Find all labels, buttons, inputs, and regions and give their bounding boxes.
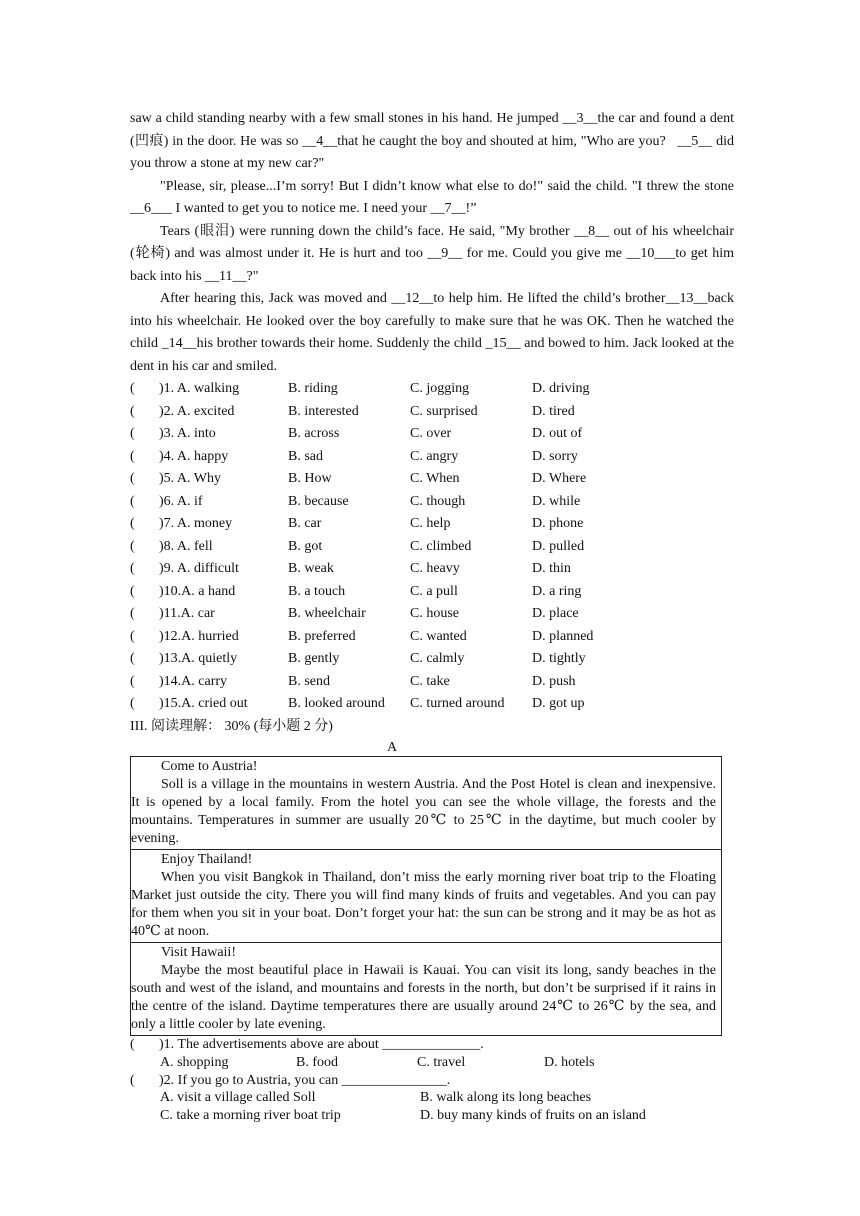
choice-row — [130, 603, 734, 626]
cloze-passage — [130, 108, 734, 378]
option-c: C. take — [410, 673, 450, 689]
choice-row — [130, 401, 734, 424]
option-b: B. sad — [288, 448, 323, 464]
option-c: C. turned around — [410, 696, 505, 711]
option-d: D. while — [532, 493, 581, 509]
answer-paren: ( — [130, 606, 135, 621]
answer-paren: ( — [130, 426, 135, 441]
choice-row — [130, 446, 734, 469]
answer-paren: ( — [130, 561, 135, 576]
option-d: D. out of — [532, 426, 583, 441]
answer-paren: ( — [130, 471, 135, 486]
option-d: D. hotels — [544, 1054, 595, 1070]
option-d: D. buy many kinds of fruits on an island — [420, 1108, 646, 1124]
part-label: A — [386, 740, 398, 755]
ad-text: Soll is a village in the mountains in western Austria. And the Post Hotel is clean and inexpensive. It is opened by a local family. From the hotel you can see the whole village, the forests and the mountains. Temperatures in summer are usually 20℃ to 25℃ in the daytime, but much cooler by evening. — [131, 777, 716, 846]
option-b: B. send — [288, 673, 330, 689]
ad-title: Come to Austria! — [161, 759, 258, 774]
option-d: D. phone — [532, 516, 584, 531]
answer-paren: ( — [130, 583, 135, 599]
choice-row — [130, 423, 734, 446]
option-c: C. travel — [417, 1054, 466, 1070]
option-a: )14.A. carry — [159, 673, 228, 689]
option-b: B. gently — [288, 651, 340, 666]
option-d: D. place — [532, 606, 579, 621]
exam-page — [130, 108, 734, 1125]
choice-row — [130, 581, 734, 604]
option-d: D. driving — [532, 381, 590, 396]
option-a: )10.A. a hand — [159, 583, 236, 599]
option-c: C. surprised — [410, 403, 478, 419]
choice-row — [130, 536, 734, 559]
option-b: B. across — [288, 426, 340, 441]
choice-row — [130, 626, 734, 649]
option-a: )13.A. quietly — [159, 651, 238, 666]
passage-paragraph: "Please, sir, please...I’m sorry! But I didn’t know what else to do!" said the child. "I threw the stone __6___ I wanted to get you to notice me. I need your __7__!” — [130, 178, 734, 216]
option-a: )8. A. fell — [159, 538, 213, 554]
option-c: C. angry — [410, 448, 459, 464]
answer-paren: ( — [130, 403, 135, 419]
question-stem: )1. The advertisements above are about ______________. — [159, 1037, 484, 1052]
cloze-choices — [130, 378, 734, 716]
option-c: C. though — [410, 493, 466, 509]
option-a: )1. A. walking — [159, 381, 240, 396]
option-a: )12.A. hurried — [159, 628, 239, 644]
ad-title: Enjoy Thailand! — [161, 852, 253, 867]
answer-paren: ( — [130, 538, 135, 554]
answer-paren: ( — [130, 628, 135, 644]
passage-paragraph: saw a child standing nearby with a few small stones in his hand. He jumped __3__the car and found a dent (凹痕) in the door. He was so __4__that he caught the boy and shouted at him, "Who are you? __5__ did you throw a stone at my new car?" — [130, 111, 734, 171]
option-a: )2. A. excited — [159, 403, 235, 419]
option-b: B. looked around — [288, 696, 385, 711]
option-d: D. thin — [532, 561, 571, 576]
option-c: C. When — [410, 471, 460, 486]
option-d: D. got up — [532, 696, 585, 711]
option-c: C. calmly — [410, 651, 465, 666]
option-b: B. interested — [288, 403, 359, 419]
choice-row — [130, 513, 734, 536]
answer-paren: ( — [130, 651, 135, 666]
section-heading: III. 阅读理解： 30% (每小题 2 分) — [130, 718, 333, 734]
ad-thailand — [131, 850, 721, 943]
answer-paren: ( — [130, 381, 135, 396]
reading-question-2 — [130, 1072, 734, 1125]
option-c: C. wanted — [410, 628, 467, 644]
option-a: )7. A. money — [159, 516, 233, 531]
ad-hawaii — [131, 943, 721, 1035]
answer-paren: ( — [130, 1037, 135, 1052]
option-c: C. jogging — [410, 381, 470, 396]
option-b: B. walk along its long beaches — [420, 1090, 592, 1106]
option-c: C. take a morning river boat trip — [160, 1108, 341, 1124]
option-c: C. help — [410, 516, 451, 531]
option-a: )15.A. cried out — [159, 696, 248, 711]
answer-paren: ( — [130, 493, 135, 509]
option-c: C. a pull — [410, 583, 458, 599]
answer-paren: ( — [130, 448, 135, 464]
answer-paren: ( — [130, 1072, 135, 1088]
option-c: C. heavy — [410, 561, 460, 576]
option-b: B. wheelchair — [288, 606, 366, 621]
option-a: )11.A. car — [159, 606, 215, 621]
ad-text: When you visit Bangkok in Thailand, don’t miss the early morning river boat trip to the Floating Market just outside the city. There you will find many kinds of fruits and vegetables. And you can pay for them when you sit in your boat. Don’t forget your hat: the sun can be strong and it may be as hot as 40℃ at noon. — [131, 870, 716, 939]
choice-row — [130, 468, 734, 491]
option-a: A. shopping — [160, 1054, 229, 1070]
reading-question-1 — [130, 1036, 734, 1072]
option-b: B. How — [288, 471, 332, 486]
question-stem: )2. If you go to Austria, you can _______________. — [159, 1072, 451, 1088]
option-c: C. climbed — [410, 538, 472, 554]
option-b: B. preferred — [288, 628, 356, 644]
option-a: )4. A. happy — [159, 448, 229, 464]
option-d: D. tightly — [532, 651, 586, 666]
choice-row — [130, 671, 734, 694]
choice-row — [130, 648, 734, 671]
answer-paren: ( — [130, 696, 135, 711]
choice-row — [130, 378, 734, 401]
choice-row — [130, 693, 734, 716]
choice-row — [130, 558, 734, 581]
ad-text: Maybe the most beautiful place in Hawaii is Kauai. You can visit its long, sandy beaches in the south and west of the island, and mountains and forests in the north, but don’t be surprised if it rains in the centre of the island. Daytime temperatures there are usually around 24℃ to 26℃ by the sea, and only a little cooler by late evening. — [131, 963, 716, 1032]
option-b: B. food — [296, 1054, 338, 1070]
option-a: )3. A. into — [159, 426, 216, 441]
option-a: )9. A. difficult — [159, 561, 239, 576]
option-b: B. got — [288, 538, 323, 554]
option-b: B. riding — [288, 381, 338, 396]
option-c: C. over — [410, 426, 452, 441]
option-d: D. tired — [532, 403, 575, 419]
ad-austria — [131, 757, 721, 850]
ad-title: Visit Hawaii! — [161, 945, 236, 960]
option-a: A. visit a village called Soll — [160, 1090, 316, 1106]
option-c: C. house — [410, 606, 459, 621]
option-d: D. a ring — [532, 583, 582, 599]
passage-paragraph: After hearing this, Jack was moved and __12__to help him. He lifted the child’s brother__13__back into his wheelchair. He looked over the boy carefully to make sure that he was OK. Then he watched the child _14__his brother towards their home. Suddenly the child _15__ and bowed to him. Jack looked at the dent in his car and smiled. — [130, 291, 734, 374]
answer-paren: ( — [130, 673, 135, 689]
option-d: D. Where — [532, 471, 587, 486]
option-d: D. push — [532, 673, 576, 689]
option-a: )5. A. Why — [159, 471, 221, 486]
option-b: B. car — [288, 516, 322, 531]
option-d: D. planned — [532, 628, 594, 644]
option-d: D. sorry — [532, 448, 578, 464]
answer-paren: ( — [130, 516, 135, 531]
option-d: D. pulled — [532, 538, 585, 554]
option-b: B. weak — [288, 561, 334, 576]
option-a: )6. A. if — [159, 493, 203, 509]
choice-row — [130, 491, 734, 514]
option-b: B. because — [288, 493, 349, 509]
passage-paragraph: Tears (眼泪) were running down the child’s face. He said, "My brother __8__ out of his wheelchair (轮椅) and was almost under it. He is hurt and too __9__ for me. Could you give me __10___to get him back into his __11__?" — [130, 223, 734, 284]
advertisement-table — [130, 756, 722, 1036]
option-b: B. a touch — [288, 583, 346, 599]
